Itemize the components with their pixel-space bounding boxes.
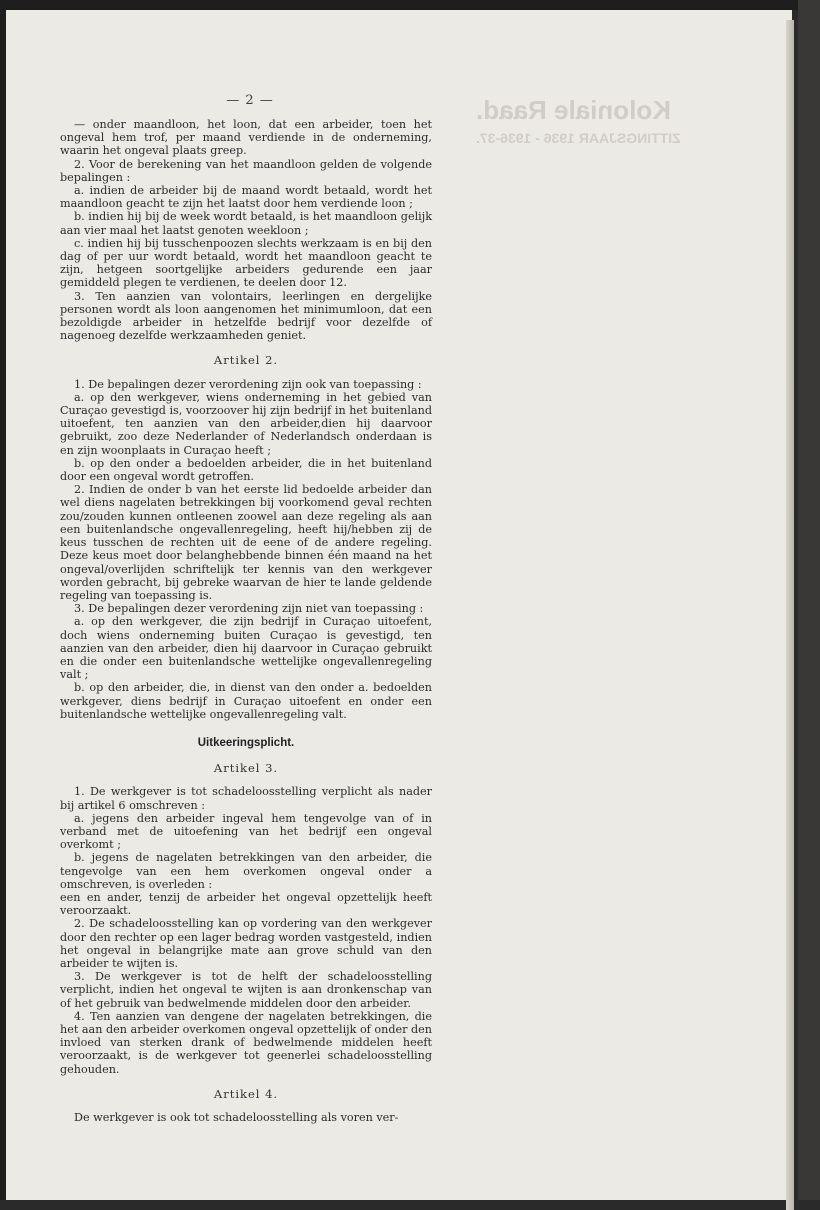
paragraph: 4. Ten aanzien van dengene der nagelaten betrekkingen, die het aan den arbeider overkomen ongeval opzettelijk of onder den invloed van sterken drank of bedwelmende middelen heeft veroorzaakt, is de werkgever tot geenerlei schadeloosstelling gehouden. [60,1009,432,1076]
paragraph: De werkgever is ook tot schadeloosstelling als voren ver- [74,1111,399,1125]
article-heading: Artikel 3. [213,761,279,776]
paragraph: a. op den werkgever, wiens onderneming in het gebied van Curaçao gevestigd is, voorzoover hij zijn bedrijf in het buitenland uitoefent, ten aanzien van den arbeider,dien hij daarvoor gebruikt, zoo deze Nederlander of Nederlandsch onderdaan is en zijn woonplaats in Curaçao heeft ; [60,390,432,457]
paragraph: b. jegens de nagelaten betrekkingen van den arbeider, die tengevolge van een hem overkomen ongeval onder a omschreven, is overleden : [60,851,432,891]
paragraph: b. op den arbeider, die, in dienst van den onder a. bedoelden werkgever, diens bedrijf in Curaçao uitoefent en onder een buitenlandsche wettelijke ongevallenregeling valt. [60,681,432,721]
paragraph: een en ander, tenzij de arbeider het ongeval opzettelijk heeft veroorzaakt. [60,890,432,918]
paragraph: 3. De werkgever is tot de helft der schadeloosstelling verplicht, indien het ongeval te wijten is aan dronkenschap van of het gebruik van bedwelmende middelen door den arbeider. [60,970,432,1010]
paragraph: 3. Ten aanzien van volontairs, leerlingen en dergelijke personen wordt als loon aangenomen het minimumloon, dat een bezoldigde arbeider in hetzelfde bedrijf voor dezelfde of nagenoeg dezelfde werkzaamheden geniet. [60,289,432,343]
paragraph: 3. De bepalingen dezer verordening zijn niet van toepassing : [74,602,424,616]
paragraph: c. indien hij bij tusschenpoozen slechts werkzaam is en bij den dag of per uur wordt betaald, wordt het maandloon geacht te zijn, hetgeen soortgelijke arbeiders gedurende een jaar gemiddeld plegen te verdienen, te deelen door 12. [60,236,432,290]
paragraph: 2. Indien de onder b van het eerste lid bedoelde arbeider dan wel diens nagelaten betrekkingen bij voorkomend geval rechten zou/zouden kunnen ontleenen zoowel aan deze regeling als aan een buitenlandsche ongevallenregeling, heeft hij/hebben zij de keus tusschen de rechten uit de eene of de andere regeling. Deze keus moet door belanghebbende binnen één maand na het ongeval/overlijden schriftelijk ter kennis van den werkgever worden gebracht, bij gebreke waarvan de hier te lande geldende regeling van toepassing is. [60,483,432,602]
paragraph: 2. Voor de berekening van het maandloon gelden de volgende bepalingen : [60,157,432,184]
scan-border-right [798,0,820,1200]
bleed-through-title: Koloniale Raad. [476,95,672,125]
scan-border-top [0,0,820,10]
paragraph: 1. De bepalingen dezer verordening zijn ook van toepassing : [74,377,422,391]
page-binding-edge [786,20,794,1210]
article-heading: Artikel 2. [213,353,279,368]
paragraph: 2. De schadeloosstelling kan op vordering van den werkgever door den rechter op een lager bedrag worden vastgesteld, indien het ongeval in belangrijke mate aan grove schuld van den arbeider te wijten is. [60,917,432,970]
page-number: — 2 — [226,93,274,108]
paragraph: b. op den onder a bedoelden arbeider, die in het buitenland door een ongeval wordt getroffen. [60,456,432,484]
bleed-through-subtitle: ZITTINGSJAAR 1936 - 1936-37. [476,130,681,146]
bleed-through-text [476,95,776,146]
section-heading: Uitkeeringsplicht. [197,736,295,749]
paragraph: — onder maandloon, het loon, dat een arbeider, toen het ongeval hem trof, per maand verdiende in de onderneming, waarin het ongeval plaats greep. [60,118,432,158]
paragraph: 1. De werkgever is tot schadeloosstelling verplicht als nader bij artikel 6 omschreven : [60,785,432,812]
article-heading: Artikel 4. [213,1086,279,1101]
paragraph: a. indien de arbeider bij de maand wordt betaald, wordt het maandloon geacht te zijn het laatst door hem verdiende loon ; [60,184,432,211]
paragraph: b. indien hij bij de week wordt betaald, is het maandloon gelijk aan vier maal het laatst genoten weekloon ; [60,210,432,237]
paragraph: a. jegens den arbeider ingeval hem tengevolge van of in verband met de uitoefening van het bedrijf een ongeval overkomt ; [60,811,432,852]
document-body [60,118,432,1124]
paragraph: a. op den werkgever, die zijn bedrijf in Curaçao uitoefent, doch wiens onderneming buiten Curaçao is gevestigd, ten aanzien van den arbeider, dien hij daarvoor in Curaçao gebruikt en die onder een buitenlandsche wettelijke ongevallenregeling valt ; [60,615,432,682]
